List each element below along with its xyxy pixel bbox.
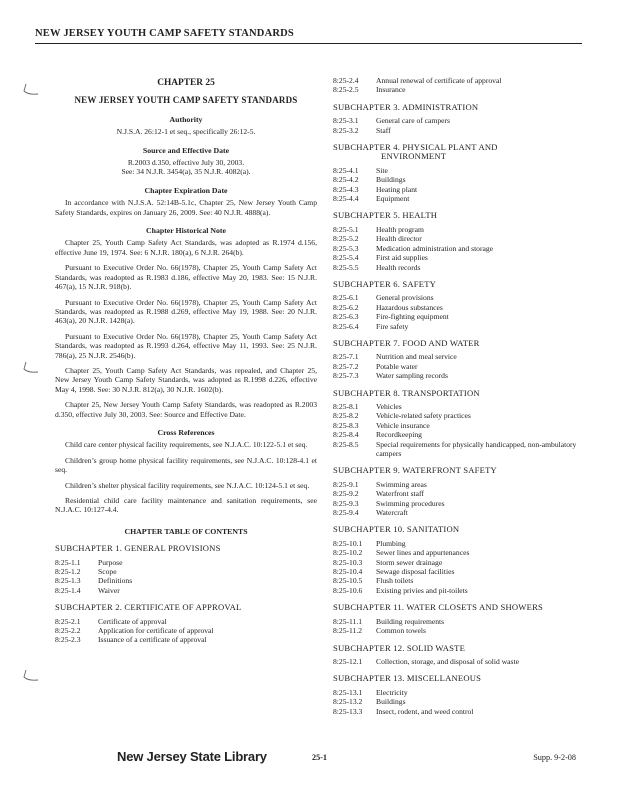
toc-entry <box>333 440 593 459</box>
section-number: 8:25-8.5 <box>333 439 359 449</box>
toc-entry <box>333 322 593 331</box>
subchapter-heading <box>333 389 593 398</box>
section-number: 8:25-7.1 <box>333 352 359 362</box>
source-heading: Source and Effective Date <box>142 145 230 155</box>
subchapter-title: SUBCHAPTER 11. WATER CLOSETS AND SHOWERS <box>333 602 543 613</box>
toc-entry <box>333 312 593 321</box>
section-number: 8:25-4.4 <box>333 194 359 204</box>
section-title: Insurance <box>376 85 406 95</box>
subchapter-title: SUBCHAPTER 9. WATERFRONT SAFETY <box>333 465 497 476</box>
margin-mark-icon <box>18 82 40 100</box>
chapter-number: CHAPTER 25 <box>157 78 215 88</box>
section-number: 8:25-2.1 <box>55 616 81 626</box>
subchapter-heading <box>333 280 593 289</box>
subchapter-title: SUBCHAPTER 1. GENERAL PROVISIONS <box>55 543 221 554</box>
authority-text: N.J.S.A. 26:12-1 et seq., specifically 26:12-5. <box>116 127 256 137</box>
toc-entry <box>55 626 317 635</box>
section-number: 8:25-7.2 <box>333 361 359 371</box>
toc-entry <box>55 617 317 626</box>
toc-entry <box>333 489 593 498</box>
toc-entry <box>333 352 593 361</box>
subchapter-heading <box>333 644 593 653</box>
section-number: 8:25-8.4 <box>333 430 359 440</box>
history-notes <box>55 238 317 419</box>
section-title: Collection, storage, and disposal of solid waste <box>376 656 519 666</box>
section-number: 8:25-1.3 <box>55 576 81 586</box>
section-number: 8:25-2.3 <box>55 635 81 645</box>
section-number: 8:25-8.3 <box>333 420 359 430</box>
section-number: 8:25-5.1 <box>333 224 359 234</box>
section-title: Flush toilets <box>376 576 414 586</box>
header-rule <box>35 43 582 44</box>
crossref-paragraph: Child care center physical facility requirements, see N.J.A.C. 10:122-5.1 et seq. <box>65 440 308 450</box>
section-title: Buildings <box>376 697 406 707</box>
margin-mark-icon <box>18 360 40 378</box>
subchapter-title: SUBCHAPTER 3. ADMINISTRATION <box>333 101 479 112</box>
section-title: Swimming procedures <box>376 498 445 508</box>
subchapter-title: SUBCHAPTER 7. FOOD AND WATER <box>333 337 480 348</box>
authority-heading: Authority <box>169 114 203 124</box>
toc-entry <box>333 234 593 243</box>
toc-entry <box>333 697 593 706</box>
subchapter-heading <box>55 544 317 553</box>
section-title: Waterfront staff <box>376 489 424 499</box>
section-number: 8:25-10.4 <box>333 567 363 577</box>
subchapter-heading <box>333 143 593 162</box>
section-number: 8:25-1.1 <box>55 557 81 567</box>
subchapter-title: SUBCHAPTER 6. SAFETY <box>333 278 437 289</box>
subchapter-heading <box>333 466 593 475</box>
toc-entry <box>333 626 593 635</box>
section-number: 8:25-1.4 <box>55 585 81 595</box>
section-title: Annual renewal of certificate of approval <box>376 76 502 85</box>
toc-entry <box>333 85 593 94</box>
section-number: 8:25-10.5 <box>333 576 363 586</box>
section-number: 8:25-10.2 <box>333 548 363 558</box>
section-number: 8:25-3.1 <box>333 116 359 126</box>
cross-references <box>55 440 317 514</box>
toc-left <box>55 544 317 645</box>
toc-entry <box>55 635 317 644</box>
section-number: 8:25-5.3 <box>333 243 359 253</box>
section-title: Vehicle-related safety practices <box>376 411 471 421</box>
toc-entry <box>333 688 593 697</box>
subchapter-title: SUBCHAPTER 2. CERTIFICATE OF APPROVAL <box>55 602 242 613</box>
toc-entry <box>333 480 593 489</box>
toc-entry <box>333 166 593 175</box>
chapter-title: NEW JERSEY YOUTH CAMP SAFETY STANDARDS <box>74 95 298 106</box>
section-title: Vehicle insurance <box>376 420 430 430</box>
section-number: 8:25-10.3 <box>333 557 363 567</box>
section-number: 8:25-1.2 <box>55 567 81 577</box>
section-title: Water sampling records <box>376 371 448 381</box>
section-title: Health records <box>376 262 421 272</box>
section-number: 8:25-4.2 <box>333 175 359 185</box>
toc-entry <box>333 185 593 194</box>
toc-entry <box>333 567 593 576</box>
section-title: Medication administration and storage <box>376 243 494 253</box>
crossref-paragraph: Residential child care facility maintenance and sanitation requirements, see N.J.A.C. 10:127-4.4. <box>55 496 317 515</box>
section-title: Sewage disposal facilities <box>376 567 455 577</box>
history-paragraph: Chapter 25, Youth Camp Safety Act Standards, was adopted as R.1974 d.156, effective June 19, 1974. See: 6 N.J.R. 180(a), 6 N.J.R. 264(b). <box>55 238 317 257</box>
footer-library-name: New Jersey State Library <box>117 749 267 764</box>
toc-entry <box>55 558 317 567</box>
section-number: 8:25-12.1 <box>333 656 363 666</box>
section-title: Vehicles <box>376 401 402 411</box>
section-number: 8:25-6.1 <box>333 293 359 303</box>
toc-continued <box>333 76 593 95</box>
toc-entry <box>333 430 593 439</box>
subchapter-title: SUBCHAPTER 8. TRANSPORTATION <box>333 387 480 398</box>
toc-entry <box>333 421 593 430</box>
toc-entry <box>333 293 593 302</box>
section-title: Sewer lines and appurtenances <box>376 548 470 558</box>
section-number: 8:25-9.4 <box>333 508 359 518</box>
toc-entry <box>333 508 593 517</box>
section-number: 8:25-2.4 <box>333 76 359 85</box>
section-number: 8:25-11.1 <box>333 616 363 626</box>
subchapter-heading <box>55 603 317 612</box>
toc-entry <box>333 303 593 312</box>
subchapter-title: SUBCHAPTER 12. SOLID WASTE <box>333 642 466 653</box>
footer-supplement: Supp. 9-2-08 <box>533 753 576 762</box>
section-title: Scope <box>98 567 117 577</box>
section-number: 8:25-5.2 <box>333 234 359 244</box>
subchapter-title-continued: ENVIRONMENT <box>381 151 447 162</box>
toc-right <box>333 103 593 716</box>
section-title: Definitions <box>98 576 133 586</box>
section-title: Storm sewer drainage <box>376 557 443 567</box>
section-title: Swimming areas <box>376 479 427 489</box>
toc-entry <box>333 263 593 272</box>
section-title: Fire safety <box>376 321 409 331</box>
toc-entry <box>333 539 593 548</box>
section-number: 8:25-5.4 <box>333 253 359 263</box>
footer-page-number: 25-1 <box>312 753 328 762</box>
section-number: 8:25-13.2 <box>333 697 363 707</box>
section-title: Building requirements <box>376 616 445 626</box>
section-title: Common towels <box>376 626 426 636</box>
crossref-paragraph: Children’s group home physical facility requirements, see N.J.A.C. 10:128-4.1 et seq. <box>55 455 317 475</box>
toc-entry <box>333 402 593 411</box>
section-title: General care of campers <box>376 116 450 126</box>
section-number: 8:25-8.2 <box>333 411 359 421</box>
subchapter-heading <box>333 339 593 348</box>
toc-entry <box>333 76 593 85</box>
subchapter-heading <box>333 525 593 534</box>
crossref-paragraph: Children’s shelter physical facility requirements, see N.J.A.C. 10:124-5.1 et seq. <box>65 480 310 490</box>
section-title: Application for certificate of approval <box>98 626 214 636</box>
section-number: 8:25-4.1 <box>333 165 359 175</box>
toc-entry <box>333 657 593 666</box>
toc-entry <box>333 586 593 595</box>
section-title: Site <box>376 165 388 175</box>
history-heading: Chapter Historical Note <box>146 226 226 236</box>
section-number: 8:25-9.2 <box>333 489 359 499</box>
margin-mark-icon <box>18 668 40 686</box>
subchapter-title: SUBCHAPTER 10. SANITATION <box>333 524 460 535</box>
toc-entry <box>333 244 593 253</box>
history-paragraph: Chapter 25, Youth Camp Safety Act Standards, was repealed, and Chapter 25, New Jersey Youth Camp Safety Standards, was adopted as R.1998 d.226, effective May 4, 1998. See: 30 N.J.R. 812(a), 30 N.J.R. 1602(b). <box>55 365 317 394</box>
section-title: Nutrition and meal service <box>376 352 457 362</box>
subchapter-heading <box>333 603 593 612</box>
section-title: General provisions <box>376 293 434 303</box>
toc-entry <box>333 253 593 262</box>
toc-entry <box>333 499 593 508</box>
section-number: 8:25-7.3 <box>333 371 359 381</box>
section-number: 8:25-6.3 <box>333 312 359 322</box>
section-number: 8:25-9.3 <box>333 498 359 508</box>
section-title: Fire-fighting equipment <box>376 312 449 322</box>
toc-entry <box>55 567 317 576</box>
section-number: 8:25-8.1 <box>333 401 359 411</box>
section-title: Buildings <box>376 175 406 185</box>
section-number: 8:25-3.2 <box>333 125 359 135</box>
section-title: Equipment <box>376 194 410 204</box>
running-header-title: NEW JERSEY YOUTH CAMP SAFETY STANDARDS <box>35 28 294 39</box>
toc-entry <box>333 411 593 420</box>
history-paragraph: Chapter 25, New Jersey Youth Camp Safety Standards, was readopted as R.2003 d.350, effective July 30, 2003. See: Source and Effective Date. <box>55 400 317 419</box>
toc-entry <box>55 586 317 595</box>
subchapter-heading <box>333 211 593 220</box>
section-number: 8:25-4.3 <box>333 184 359 194</box>
section-title: Staff <box>376 125 391 135</box>
subchapter-title: SUBCHAPTER 5. HEALTH <box>333 210 438 221</box>
toc-entry <box>333 558 593 567</box>
section-number: 8:25-2.2 <box>55 626 81 636</box>
section-title: Issuance of a certificate of approval <box>98 635 207 645</box>
toc-entry <box>333 371 593 380</box>
section-title: First aid supplies <box>376 253 428 263</box>
section-number: 8:25-5.5 <box>333 262 359 272</box>
toc-entry <box>333 116 593 125</box>
section-title: Health program <box>376 224 424 234</box>
section-title: Recordkeeping <box>376 430 422 440</box>
section-title: Purpose <box>98 557 123 567</box>
right-column <box>333 76 593 716</box>
section-number: 8:25-6.4 <box>333 321 359 331</box>
toc-entry <box>333 617 593 626</box>
section-title: Potable water <box>376 361 418 371</box>
section-title: Existing privies and pit-toilets <box>376 585 468 595</box>
section-title: Health director <box>376 234 422 244</box>
toc-entry <box>333 548 593 557</box>
section-title: Insect, rodent, and weed control <box>376 706 474 716</box>
toc-entry <box>333 175 593 184</box>
section-number: 8:25-2.5 <box>333 85 359 95</box>
toc-entry <box>55 576 317 585</box>
section-number: 8:25-9.1 <box>333 479 359 489</box>
subchapter-heading <box>333 674 593 683</box>
section-number: 8:25-13.1 <box>333 687 363 697</box>
toc-entry <box>333 126 593 135</box>
section-title: Certificate of approval <box>98 616 167 626</box>
expiration-heading: Chapter Expiration Date <box>144 185 228 195</box>
crossref-heading: Cross References <box>157 427 215 437</box>
source-line: R.2003 d.350, effective July 30, 2003. <box>127 158 245 168</box>
section-title: Waiver <box>98 585 120 595</box>
section-title: Electricity <box>376 687 408 697</box>
source-line: See: 34 N.J.R. 3454(a), 35 N.J.R. 4082(a). <box>121 167 251 177</box>
section-number: 8:25-10.1 <box>333 538 363 548</box>
section-title: Special requirements for physically handicapped, non-ambulatory campers <box>376 439 577 458</box>
expiration-text: In accordance with N.J.S.A. 52:14B-5.1c, Chapter 25, New Jersey Youth Camp Safety Standards, expires on January 26, 2009. See: 40 N.J.R. 4888(a). <box>55 198 317 217</box>
section-number: 8:25-10.6 <box>333 585 363 595</box>
history-paragraph: Pursuant to Executive Order No. 66(1978), Chapter 25, Youth Camp Safety Act Standards, was readopted as R.1988 d.269, effective May 19, 1988. See: 20 N.J.R. 463(a), 20 N.J.R. 1428(a). <box>55 297 317 326</box>
toc-entry <box>333 225 593 234</box>
toc-entry <box>333 362 593 371</box>
section-number: 8:25-13.3 <box>333 706 363 716</box>
section-number: 8:25-6.2 <box>333 302 359 312</box>
toc-entry <box>333 194 593 203</box>
section-title: Heating plant <box>376 184 418 194</box>
subchapter-title: SUBCHAPTER 4. PHYSICAL PLANT AND <box>333 142 498 153</box>
toc-entry <box>333 707 593 716</box>
left-column <box>55 75 317 645</box>
section-title: Watercraft <box>376 508 408 518</box>
section-number: 8:25-11.2 <box>333 626 363 636</box>
history-paragraph: Pursuant to Executive Order No. 66(1978), Chapter 25, Youth Camp Safety Act Standards, was readopted as R.1983 d.186, effective May 20, 1983. See: 15 N.J.R. 467(a), 15 N.J.R. 918(b). <box>55 263 317 292</box>
toc-entry <box>333 576 593 585</box>
toc-heading: CHAPTER TABLE OF CONTENTS <box>124 526 248 536</box>
subchapter-heading <box>333 103 593 112</box>
history-paragraph: Pursuant to Executive Order No. 66(1978), Chapter 25, Youth Camp Safety Act Standards, was readopted as R.1993 d.264, effective May 11, 1993. See: 25 N.J.R. 786(a), 25 N.J.R. 2546(b). <box>55 331 317 360</box>
section-title: Hazardous substances <box>376 302 443 312</box>
section-title: Plumbing <box>376 538 406 548</box>
subchapter-title: SUBCHAPTER 13. MISCELLANEOUS <box>333 673 482 684</box>
